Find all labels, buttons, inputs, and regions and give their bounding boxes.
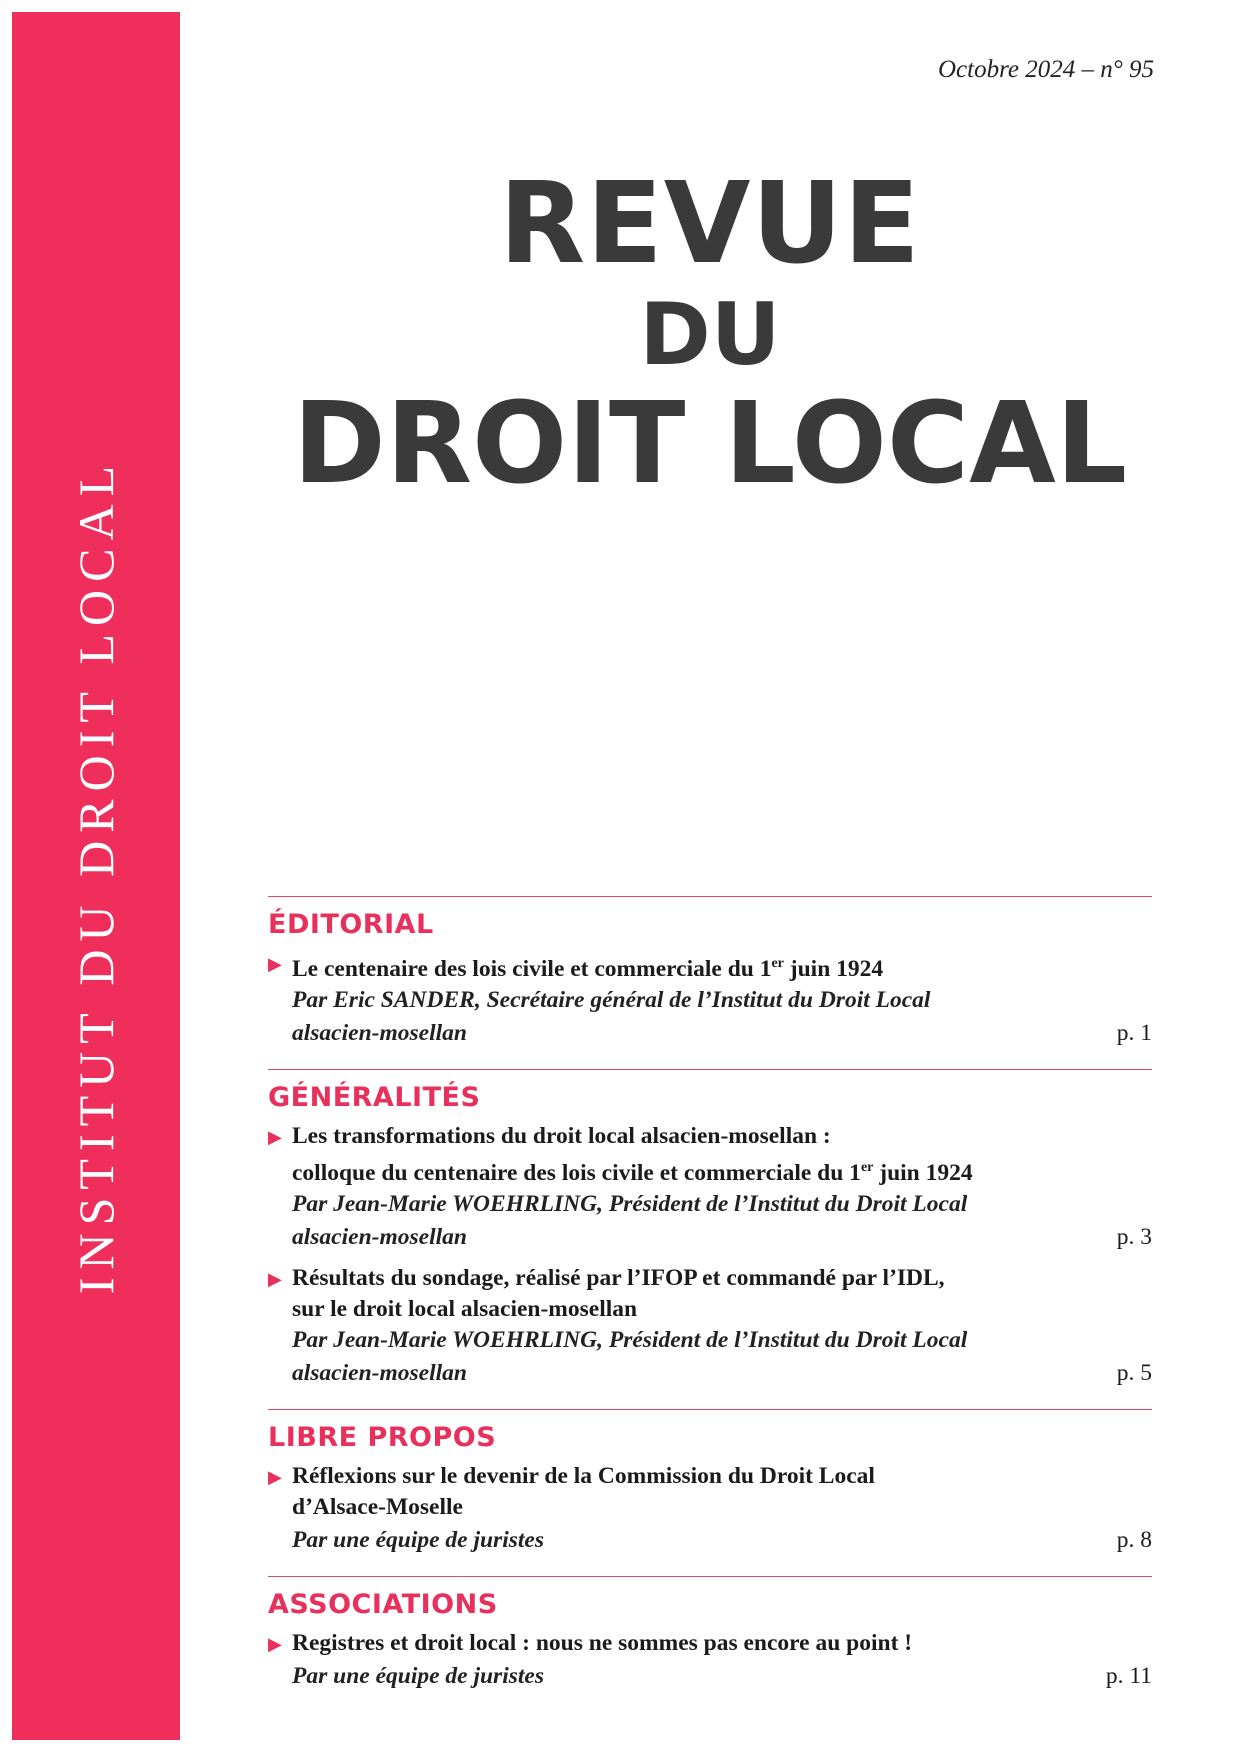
entry-title: Le centenaire des lois civile et commerciale du 1er juin 1924 xyxy=(292,955,884,982)
entry-title-cont: d’Alsace-Moselle xyxy=(292,1493,463,1520)
entry-author-cont: alsacien-mosellan xyxy=(292,1019,467,1046)
toc-entry[interactable] xyxy=(268,1461,1152,1556)
entry-author: Par Jean-Marie WOEHRLING, Président de l’Institut du Droit Local xyxy=(292,1326,968,1353)
toc-section-editorial xyxy=(268,896,1152,1069)
section-title: LIBRE PROPOS xyxy=(268,1421,497,1453)
entry-title: Les transformations du droit local alsacien-mosellan : xyxy=(292,1122,831,1149)
toc-section-generalites xyxy=(268,1069,1152,1409)
entry-author: Par une équipe de juristes xyxy=(292,1526,544,1553)
entry-title-cont: sur le droit local alsacien-mosellan xyxy=(292,1295,638,1322)
triangle-right-icon: ▶ xyxy=(268,1126,282,1147)
entry-title: Résultats du sondage, réalisé par l’IFOP et commandé par l’IDL, xyxy=(292,1264,945,1291)
toc-section-libre-propos xyxy=(268,1409,1152,1576)
entry-title-cont: colloque du centenaire des lois civile et commerciale du 1er juin 1924 xyxy=(292,1159,973,1186)
entry-author: Par Jean-Marie WOEHRLING, Président de l’Institut du Droit Local xyxy=(292,1190,968,1217)
toc-entry[interactable] xyxy=(268,1628,1152,1692)
table-of-contents xyxy=(268,896,1152,1712)
triangle-right-icon: ▶ xyxy=(268,1268,282,1289)
issue-date: Octobre 2024 – n° 95 xyxy=(938,56,1154,83)
page-number: p. 1 xyxy=(1116,1019,1152,1046)
journal-title xyxy=(260,159,1160,509)
toc-section-associations xyxy=(268,1576,1152,1712)
entry-author-cont: alsacien-mosellan xyxy=(292,1223,467,1250)
triangle-right-icon: ▶ xyxy=(268,954,282,974)
title-line-du: DU xyxy=(639,285,781,385)
page-number: p. 11 xyxy=(1105,1662,1152,1689)
entry-title: Réflexions sur le devenir de la Commission du Droit Local xyxy=(292,1462,875,1489)
entry-author: Par Eric SANDER, Secrétaire général de l’Institut du Droit Local xyxy=(292,986,931,1013)
institute-name: INSTITUT DU DROIT LOCAL xyxy=(68,457,124,1295)
entry-author-cont: alsacien-mosellan xyxy=(292,1359,467,1386)
entry-author: Par une équipe de juristes xyxy=(292,1662,544,1689)
section-title: GÉNÉRALITÉS xyxy=(268,1081,481,1113)
entry-title: Registres et droit local : nous ne sommes pas encore au point ! xyxy=(292,1629,913,1656)
sidebar-band xyxy=(12,12,180,1740)
section-title: ASSOCIATIONS xyxy=(268,1588,498,1620)
toc-entry[interactable] xyxy=(268,1121,1152,1253)
triangle-right-icon: ▶ xyxy=(268,1466,282,1487)
title-line-revue: REVUE xyxy=(499,159,921,289)
toc-entry[interactable] xyxy=(268,948,1152,1049)
title-line-droit-local: DROIT LOCAL xyxy=(292,379,1128,509)
section-title: ÉDITORIAL xyxy=(268,909,434,940)
page-number: p. 5 xyxy=(1116,1359,1152,1386)
toc-entry[interactable] xyxy=(268,1263,1152,1389)
page-number: p. 8 xyxy=(1116,1526,1152,1553)
page-number: p. 3 xyxy=(1116,1223,1152,1250)
triangle-right-icon: ▶ xyxy=(268,1633,282,1654)
